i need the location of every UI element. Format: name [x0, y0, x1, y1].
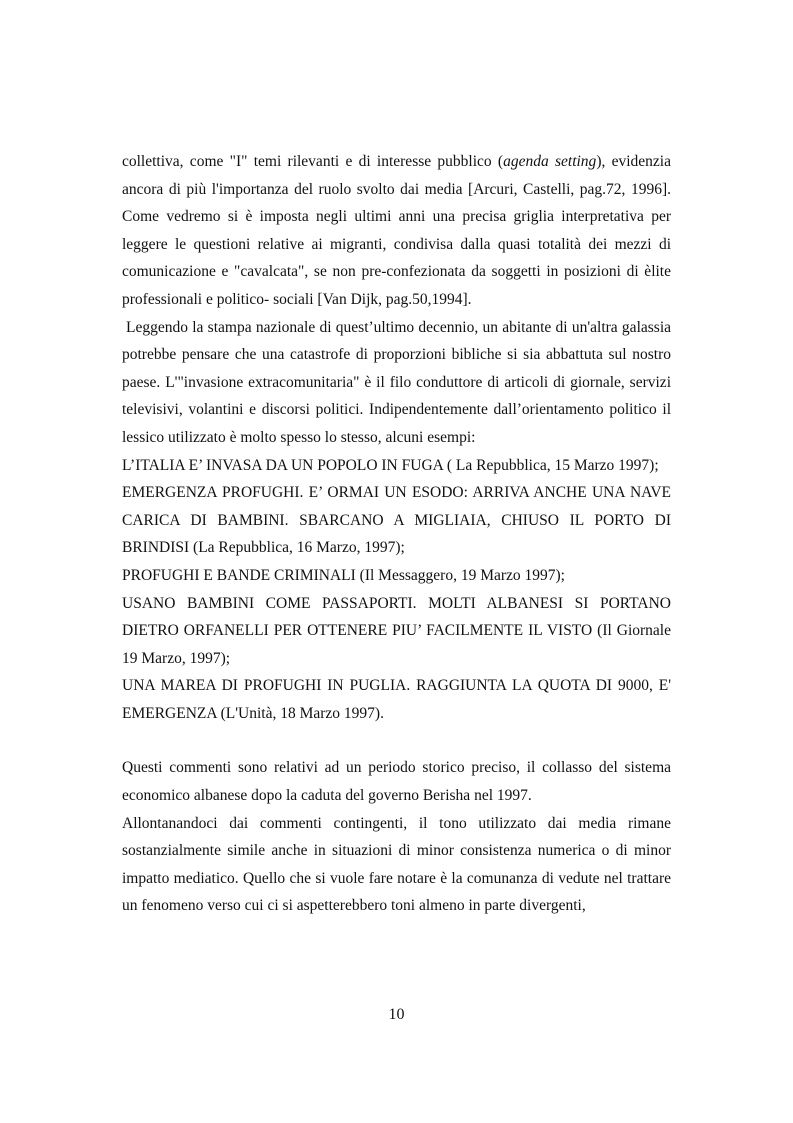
- italic-term: agenda setting: [503, 153, 597, 170]
- headline-quote-4: USANO BAMBINI COME PASSAPORTI. MOLTI ALBANESI SI PORTANO DIETRO ORFANELLI PER OTTENERE PIU’ FACILMENTE IL VISTO (Il Giornale 19 Marzo, 1997);: [122, 594, 671, 667]
- paragraph-commenti-contingenti: Allontanandoci dai commenti contingenti, il tono utilizzato dai media rimane sostanzialmente simile anche in situazioni di minor consistenza numerica o di minor impatto mediatico. Quello che si vuole fare notare è la comunanza di vedute nel trattare un fenomeno verso cui ci si aspetterebbero toni almeno in parte divergenti,: [122, 814, 671, 915]
- document-body: [122, 148, 671, 920]
- headline-quote-1: L’ITALIA E’ INVASA DA UN POPOLO IN FUGA ( La Repubblica, 15 Marzo 1997);: [122, 456, 659, 474]
- paragraph-stampa-nazionale: Leggendo la stampa nazionale di quest’ultimo decennio, un abitante di un'altra galassia potrebbe pensare che una catastrofe di proporzioni bibliche si sia abbattuta sul nostro paese. L'"invasione extracomunitaria" è il filo conduttore di articoli di giornale, servizi televisivi, volantini e discorsi politici. Indipendentemente dall’orientamento politico il lessico utilizzato è molto spesso lo stesso, alcuni esempi:: [122, 318, 671, 446]
- paragraph-1-text-a: collettiva, come "I" temi rilevanti e di interesse pubblico (: [122, 153, 504, 170]
- paragraph-gap: [122, 727, 671, 754]
- headline-quote-3: PROFUGHI E BANDE CRIMINALI (Il Messaggero, 19 Marzo 1997);: [122, 566, 565, 584]
- paragraph-agenda-setting: [122, 148, 671, 314]
- page-number: 10: [388, 1006, 405, 1023]
- headline-quote-2: EMERGENZA PROFUGHI. E’ ORMAI UN ESODO: ARRIVA ANCHE UNA NAVE CARICA DI BAMBINI. SBARCANO A MIGLIAIA, CHIUSO IL PORTO DI BRINDISI (La Repubblica, 16 Marzo, 1997);: [122, 484, 671, 557]
- paragraph-1-text-b: ), evidenzia ancora di più l'importanza del ruolo svolto dai media [Arcuri, Castelli, pag.72, 1996]. Come vedremo si è imposta negli ultimi anni una precisa griglia interpretativa per leggere le questioni relative ai migranti, condivisa dalla quasi totalità dei mezzi di comunicazione e "cavalcata", se non pre-confezionata da soggetti in posizioni di èlite professionali e politico- sociali [Van Dijk, pag.50,1994].: [122, 153, 671, 308]
- headline-quote-5: UNA MAREA DI PROFUGHI IN PUGLIA. RAGGIUNTA LA QUOTA DI 9000, E' EMERGENZA (L'Unità, 18 Marzo 1997).: [122, 677, 671, 722]
- paragraph-periodo-storico: Questi commenti sono relativi ad un periodo storico preciso, il collasso del sistema economico albanese dopo la caduta del governo Berisha nel 1997.: [122, 759, 671, 805]
